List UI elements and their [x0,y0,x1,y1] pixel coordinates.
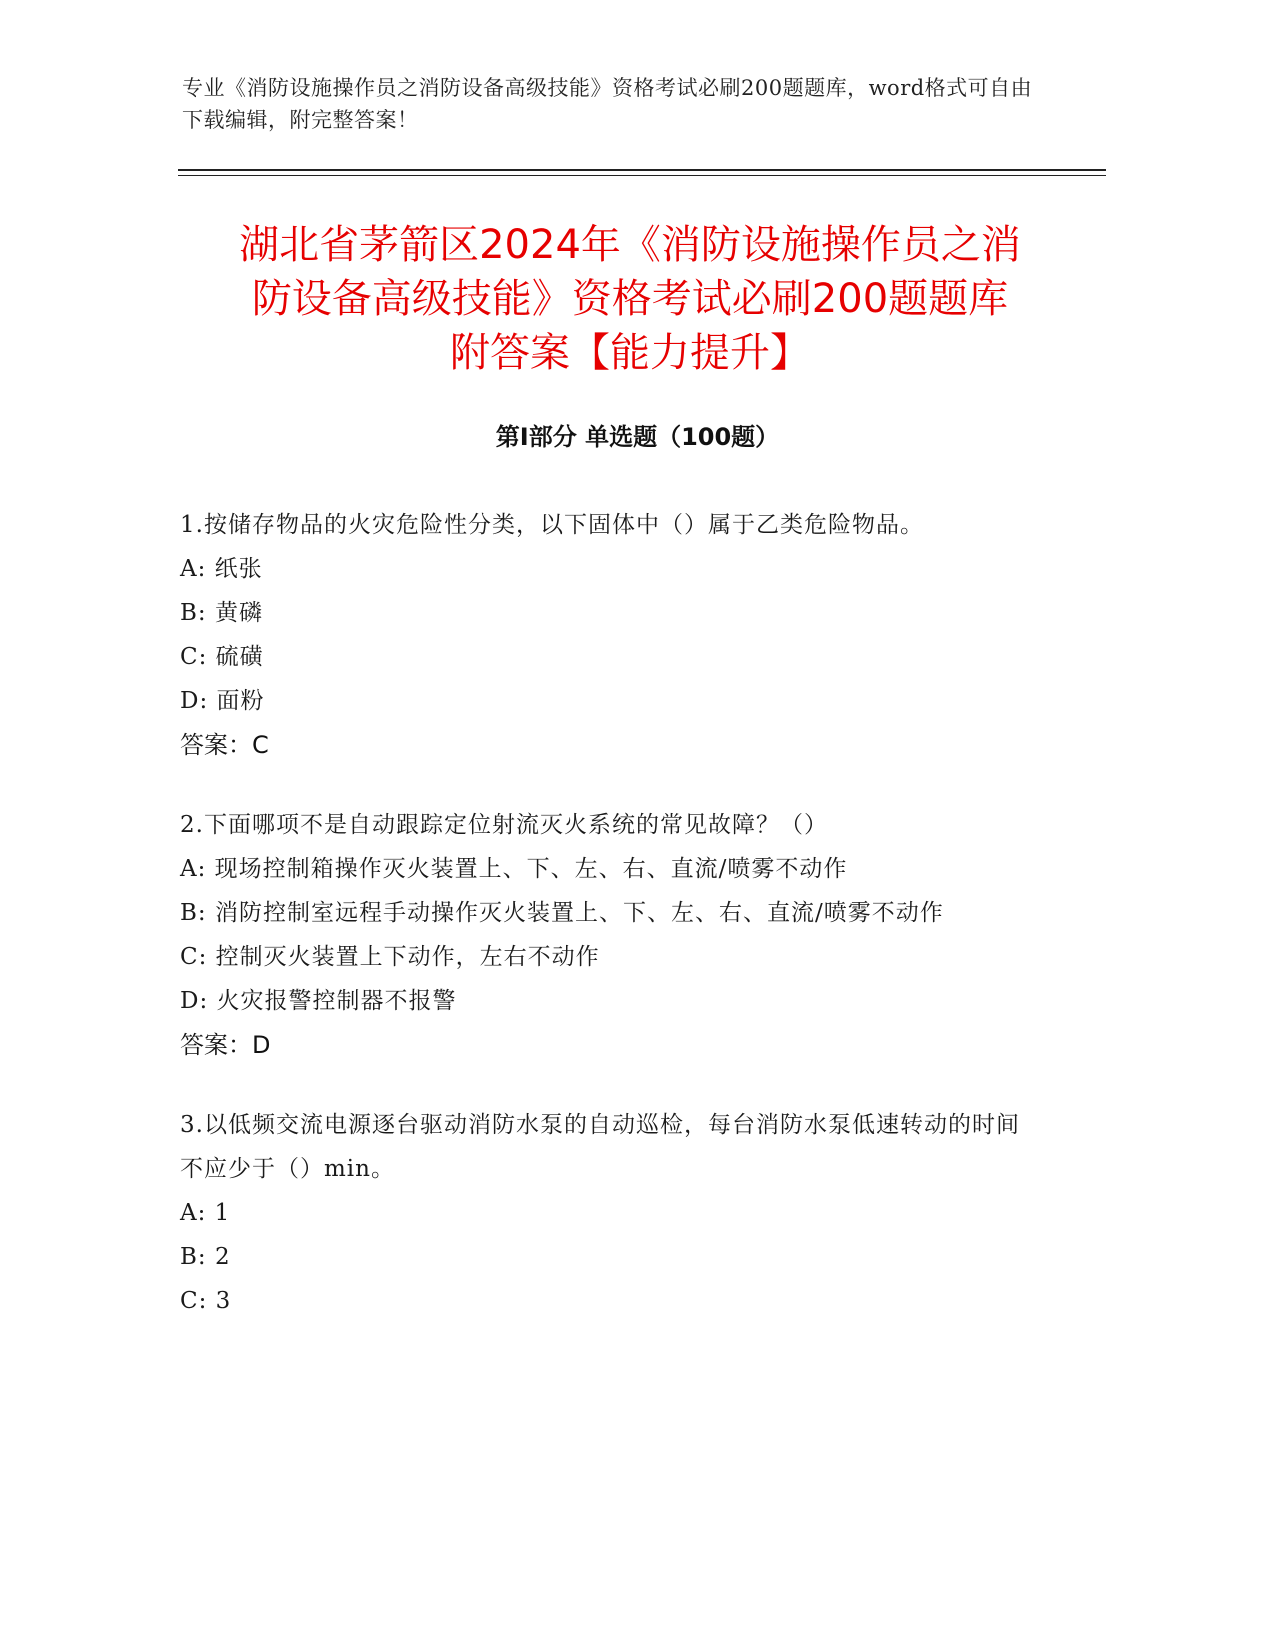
option-d: D: 面粉 [180,688,265,714]
option-b: B: 2 [180,1244,231,1270]
question-1 [180,503,1020,767]
document-title [150,218,1110,380]
question-list [180,503,1020,1359]
title-line-3: 附答案【能力提升】 [450,330,810,376]
option-d: D: 火灾报警控制器不报警 [180,988,457,1014]
question-stem: 3.以低频交流电源逐台驱动消防水泵的自动巡检，每台消防水泵低速转动的时间不应少于（）min。 [180,1112,1020,1182]
title-line-1: 湖北省茅箭区2024年《消防设施操作员之消 [239,222,1021,268]
question-stem: 2.下面哪项不是自动跟踪定位射流灭火系统的常见故障？（） [180,812,828,838]
question-2 [180,803,1020,1067]
section-title: 第Ⅰ部分 单选题（100题） [495,423,780,451]
option-a: A: 1 [180,1200,231,1226]
header-note: 专业《消防设施操作员之消防设备高级技能》资格考试必刷200题题库，word格式可自由下载编辑，附完整答案！ [182,76,1033,132]
option-b: B: 黄磷 [180,600,263,626]
option-b: B: 消防控制室远程手动操作灭火装置上、下、左、右、直流/喷雾不动作 [180,900,944,926]
question-3 [180,1103,1020,1323]
header-divider-thick [178,169,1106,171]
header-divider-thin [178,175,1106,176]
option-c: C: 硫磺 [180,644,264,670]
option-a: A: 现场控制箱操作灭火装置上、下、左、右、直流/喷雾不动作 [180,856,848,882]
question-stem: 1.按储存物品的火灾危险性分类，以下固体中（）属于乙类危险物品。 [180,512,924,538]
title-line-2: 防设备高级技能》资格考试必刷200题题库 [251,276,1009,322]
option-a: A: 纸张 [180,556,263,582]
answer: 答案：D [180,1031,271,1059]
option-c: C: 控制灭火装置上下动作，左右不动作 [180,944,600,970]
answer: 答案：C [180,731,269,759]
option-c: C: 3 [180,1288,232,1314]
